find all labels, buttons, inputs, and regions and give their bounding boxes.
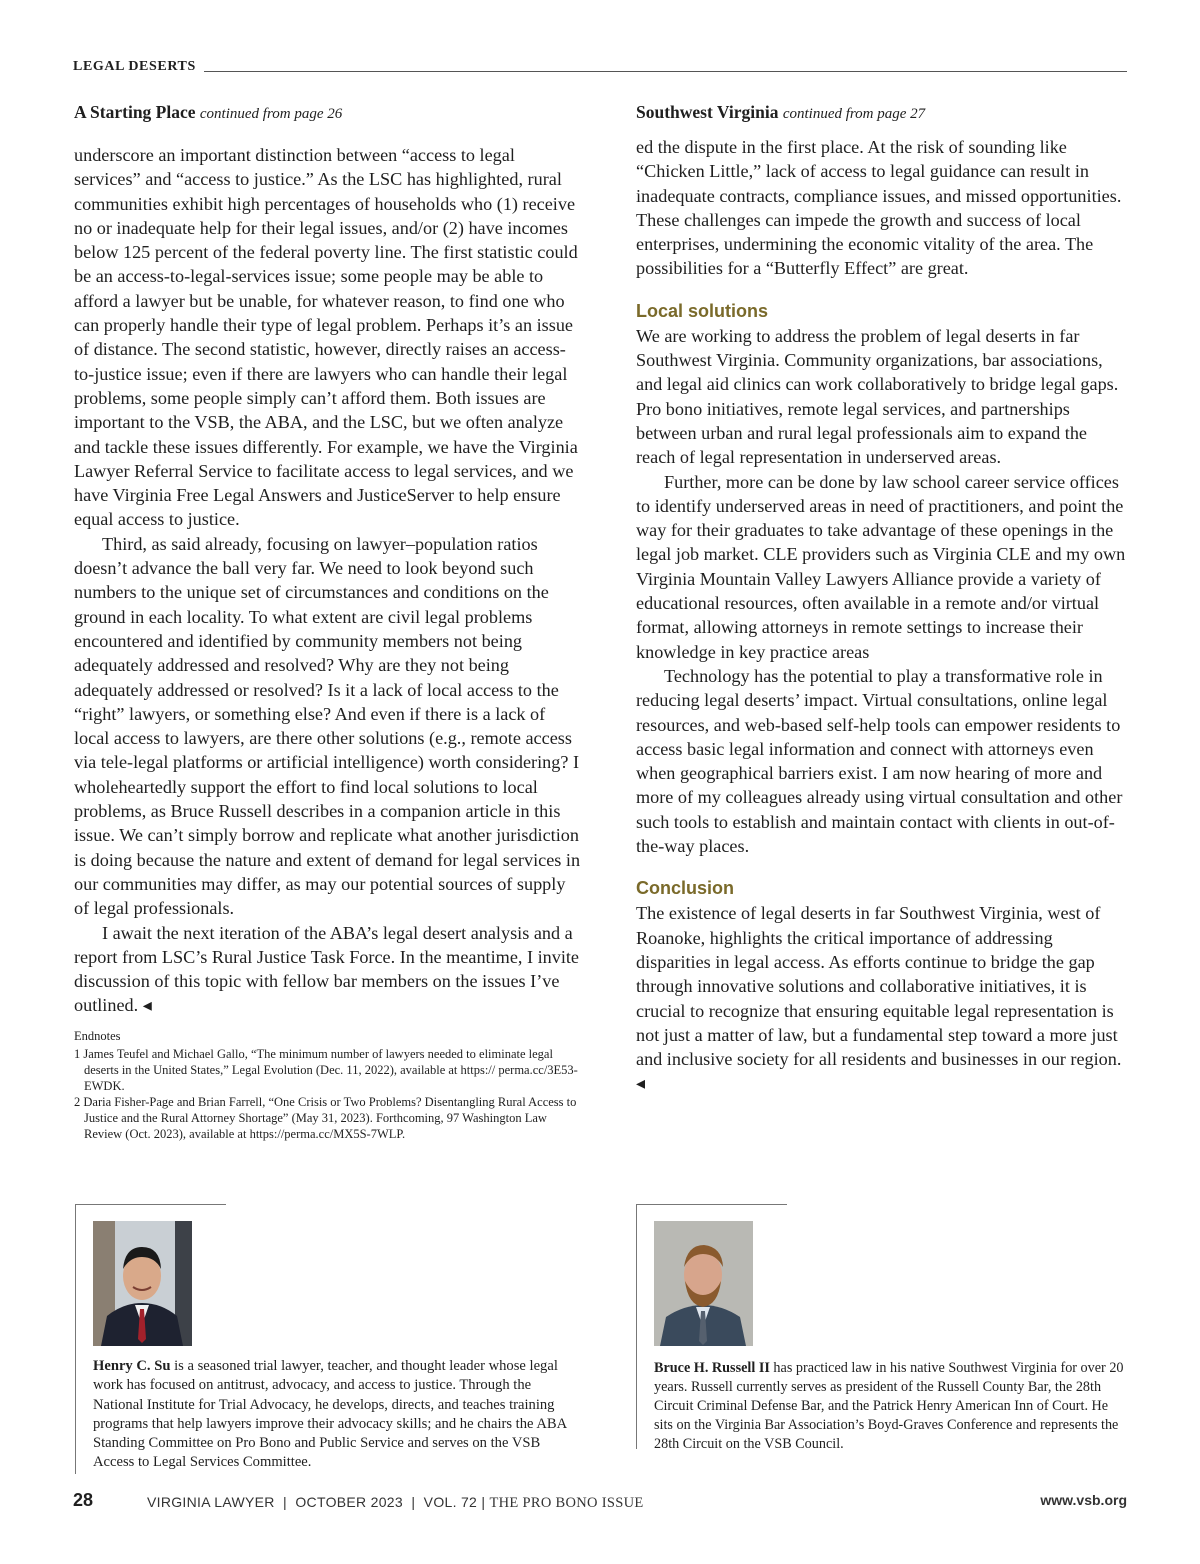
body-paragraph: Technology has the potential to play a transformative role in reducing legal deserts’ impact. Virtual consultations, online legal resources, and web-based self-help tools can empower residents to access basic legal information and connect with attorneys even when geographical barriers exist. I am now hearing of more and more of my colleagues already using virtual consultation and other such tools to establish and maintain contact with clients in out-of-the-way places.	[636, 665, 1123, 857]
author-photo	[654, 1221, 753, 1346]
endnotes-heading: Endnotes	[74, 1028, 121, 1043]
body-paragraph: We are working to address the problem of legal deserts in far Southwest Virginia. Community organizations, bar associations, and legal aid clinics can work collaboratively to bridge legal gaps. Pro bono initiatives, remote legal services, and partnerships between urban and rural legal professionals aim to expand the reach of legal representation in underserved areas.	[636, 325, 1119, 468]
publication-info: VIRGINIA LAWYER | OCTOBER 2023 | VOL. 72 |	[147, 1494, 490, 1510]
section-title: LEGAL DESERTS	[73, 59, 204, 75]
section-heading: Conclusion	[636, 878, 734, 899]
author-photo	[93, 1221, 192, 1346]
continued-article-title: A Starting Place	[74, 102, 196, 122]
endnotes	[74, 1028, 584, 1142]
running-header	[73, 59, 1127, 79]
body-paragraph: I await the next iteration of the ABA’s legal desert analysis and a report from LSC’s Rural Justice Task Force. In the meantime, I invite discussion of this topic with fellow bar members on the issues I’ve outlined. ◂	[74, 922, 580, 1016]
bio-name: Henry C. Su	[93, 1358, 171, 1374]
author-bio-henry-su	[75, 1204, 591, 1474]
header-rule	[73, 71, 1127, 72]
bio-description: has practiced law in his native Southwest Virginia for over 20 years. Russell currently serves as president of the Russell County Bar, the 28th Circuit Criminal Defense Bar, and the Patrick Henry American Inn of Court. He sits on the Virginia Bar Association’s Boyd-Graves Conference and represents the 28th Circuit on the VSB Council.	[654, 1360, 1124, 1452]
bio-text	[93, 1357, 583, 1473]
website-link[interactable]: www.vsb.org	[1040, 1492, 1127, 1508]
section-heading: Local solutions	[636, 300, 769, 321]
left-column	[74, 101, 584, 1142]
bio-name: Bruce H. Russell II	[654, 1360, 770, 1376]
issue-name: THE PRO BONO ISSUE	[489, 1495, 644, 1511]
continuation-header-right	[636, 101, 1128, 125]
body-paragraph: Further, more can be done by law school career service offices to identify underserved areas in need of practitioners, and point the way for their graduates to take advantage of these openings in the legal job market. CLE providers such as Virginia CLE and my own Virginia Mountain Valley Lawyers Alliance provide a variety of educational resources, often available in a remote and/or virtual format, allowing attorneys in remote settings to increase their knowledge in key practice areas	[636, 471, 1126, 662]
body-paragraph: Third, as said already, focusing on lawyer–population ratios doesn’t advance the ball very far. We need to look beyond such numbers to the unique set of circumstances and conditions on the ground in each locality. To what extent are civil legal problems encountered and identified by community members not being adequately addressed and resolved? Why are they not being adequately addressed or resolved? Is it a lack of local access to the “right” lawyers, or something else? And even if there is a lack of local access to lawyers, are there other solutions (e.g., remote access via tele-legal platforms or artificial intelligence) worth considering? I wholeheartedly support the effort to find local solutions to local problems, as Bruce Russell describes in a companion article in this issue. We can’t simply borrow and replicate what another jurisdiction is doing because the nature and extent of demand for legal services in our communities may differ, as may our potential sources of supply of legal professionals.	[74, 533, 581, 919]
page-number: 28	[73, 1490, 94, 1510]
author-bio-bruce-russell	[636, 1204, 1129, 1452]
endnote: 1 James Teufel and Michael Gallo, “The minimum number of lawyers needed to eliminate legal deserts in the United States,” Legal Evolution (Dec. 11, 2022), available at https:// perma.cc/3E53-EWDK.	[74, 1046, 578, 1093]
right-column	[636, 101, 1128, 1096]
body-paragraph: ed the dispute in the first place. At the risk of sounding like “Chicken Little,” lack of access to legal guidance can result in inadequate contracts, compliance issues, and missed opportunities. These challenges can impede the growth and success of local enterprises, undermining the economic vitality of the area. The possibilities for a “Butterfly Effect” are great.	[636, 137, 1122, 279]
continued-note: continued from page 27	[782, 106, 926, 122]
continuation-header-left	[74, 101, 584, 125]
body-paragraph: The existence of legal deserts in far Southwest Virginia, west of Roanoke, highlights the critical importance of addressing disparities in legal access. As efforts continue to bridge the gap through innovative solutions and collaborative initiatives, it is crucial to recognize that ensuring equitable legal representation is not just a matter of law, but a fundamental step toward a more just and inclusive society for all residents and businesses in our region. ◂	[636, 903, 1122, 1094]
publication-line	[147, 1494, 644, 1512]
bio-description: is a seasoned trial lawyer, teacher, and thought leader whose legal work has focused on antitrust, advocacy, and access to justice. Through the National Institute for Trial Advocacy, he develops, directs, and teaches training programs that help lawyers improve their advocacy skills; and he chairs the ABA Standing Committee on Pro Bono and Public Service and serves on the VSB Access to Legal Services Committee.	[93, 1358, 567, 1471]
page-footer	[73, 1490, 1127, 1520]
body-paragraph: underscore an important distinction between “access to legal services” and “access to justice.” As the LSC has highlighted, rural communities exhibit high percentages of households who (1) receive no or inadequate help for their legal issues, and/or (2) have incomes below 125 percent of the federal poverty line. The first statistic could be an access-to-legal-services issue; some people may be able to afford a lawyer but be unable, for whatever reason, to find one who can properly handle their type of legal problem. Perhaps it’s an issue of distance. The second statistic, however, directly raises an access-to-justice issue; even if there are lawyers who can handle their legal problems, some people simply can’t afford them. Both issues are important to the VSB, the ABA, and the LSC, but we often analyze and tackle these issues differently. For example, we have the Virginia Lawyer Referral Service to facilitate access to legal services, and we have Virginia Free Legal Answers and JusticeServer to help ensure equal access to justice.	[74, 145, 578, 530]
bio-text	[654, 1359, 1129, 1454]
continued-article-title: Southwest Virginia	[636, 102, 779, 122]
endnote: 2 Daria Fisher-Page and Brian Farrell, “One Crisis or Two Problems? Disentangling Rural Access to Justice and the Rural Attorney Shortage” (May 31, 2023). Forthcoming, 97 Washington Law Review (Oct. 2023), available at https://perma.cc/MX5S-7WLP.	[74, 1094, 577, 1141]
continued-note: continued from page 26	[199, 106, 343, 122]
